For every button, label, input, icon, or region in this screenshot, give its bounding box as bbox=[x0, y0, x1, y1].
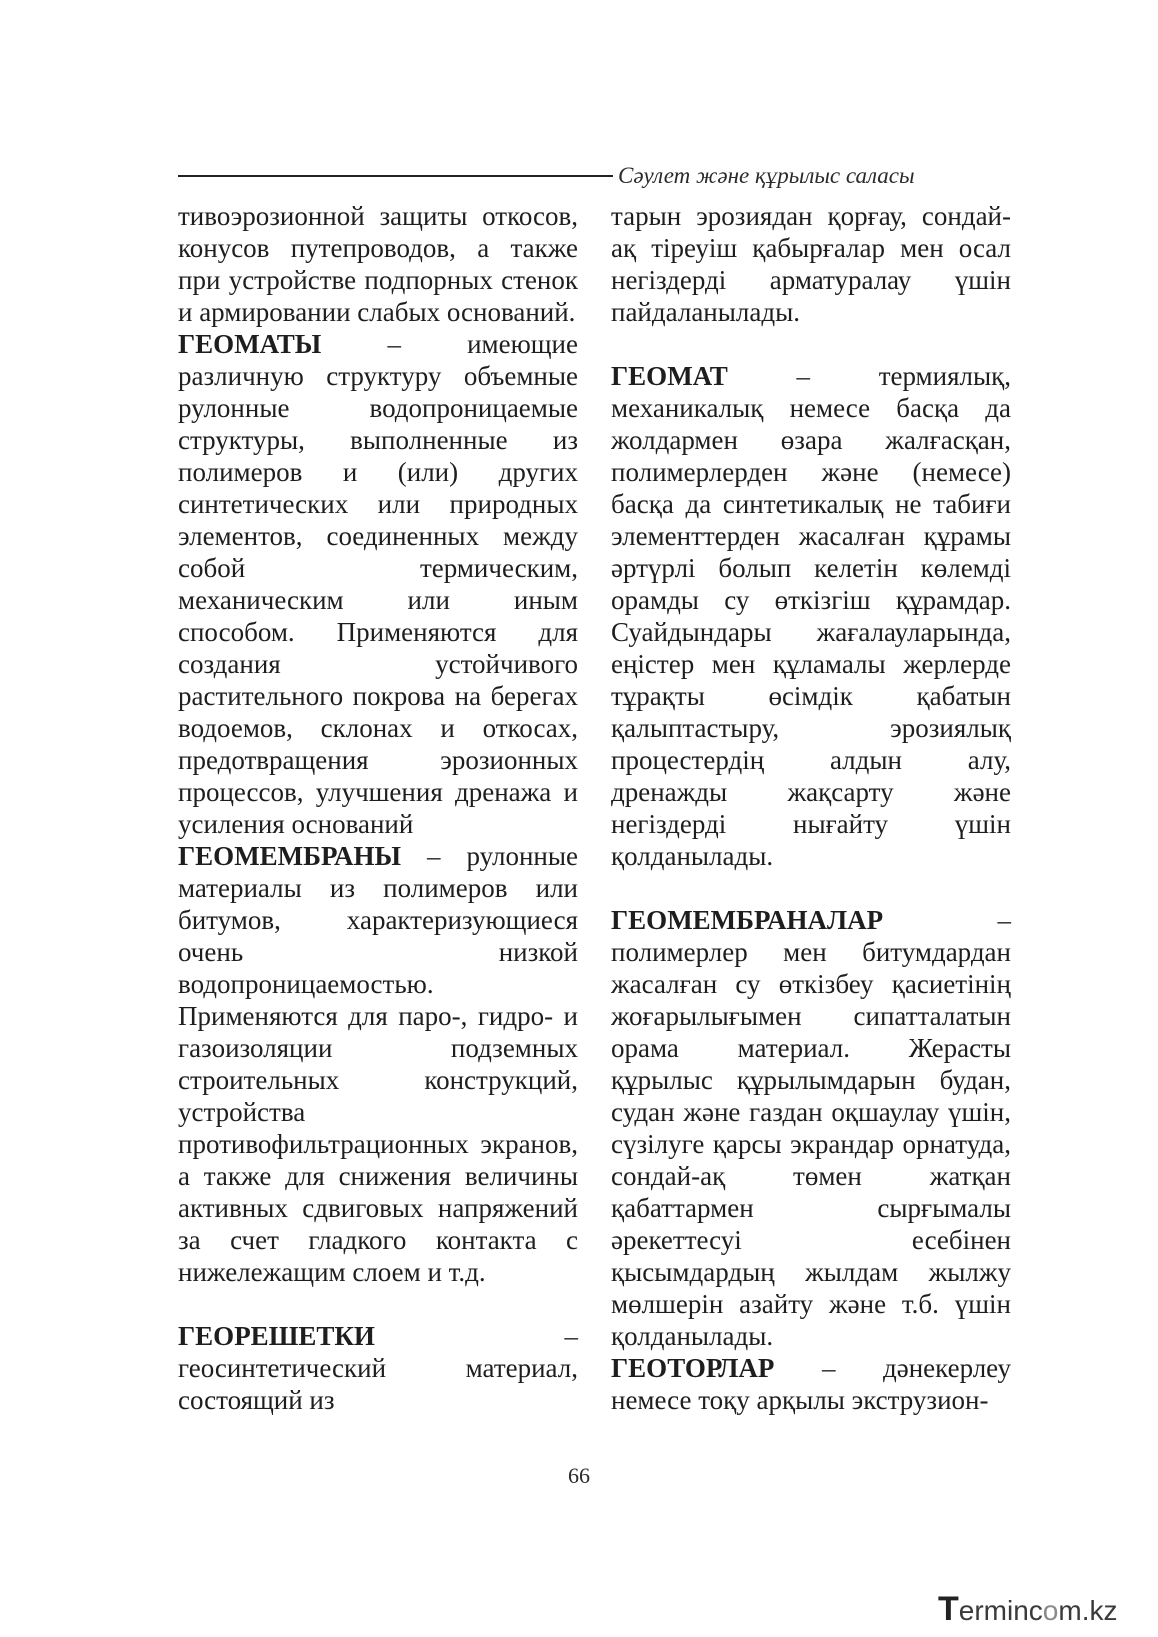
right-column bbox=[611, 200, 1011, 1416]
right-continuation-text: тарын эрозиядан қорғау, сондай-ақ тіреуіш қабырғалар мен осал негіздерді арматуралау үшін пайдаланылады. bbox=[611, 201, 1011, 327]
entry-geomembranalar bbox=[611, 904, 1011, 1352]
page-number: 66 bbox=[568, 1463, 590, 1488]
entry-geomembrany bbox=[178, 840, 578, 1288]
term-definition: – имеющие различную структуру объемные рулонные водопроницаемые структуры, выполненные из полимеров и (или) других синтетических или природных элементов, соединенных между собой термическим, механическим или иным способом. Применяются для создания устойчивого растительного покрова на берегах водоемов, склонах и откосах, предотвращения эрозионных процессов, улучшения дренажа и усиления оснований bbox=[178, 329, 578, 839]
term-definition: – геосинтетический материал, состоящий из bbox=[178, 1321, 578, 1415]
term-definition: – термиялық, механикалық немесе басқа да жолдармен өзара жалғасқан, полимерлерден және (немесе) басқа да синтетикалық не табиғи элементтерден жасалған құрамы әртүрлі болып келетін көлемді орамды су өткізгіш құрамдар. Суайдындары жағалауларында, еңістер мен құламалы жерлерде тұрақты өсімдік қабатын қалыптастыру, эрозиялық процестердің алдын алу, дренажды жақсарту және негіздерді нығайту үшін қолданылады. bbox=[611, 361, 1011, 871]
term-heading: ГЕОМАТ bbox=[611, 361, 728, 391]
entry-geomat bbox=[611, 360, 1011, 872]
entry-georeshetki bbox=[178, 1320, 578, 1416]
entry-geomaty bbox=[178, 328, 578, 840]
term-heading: ГЕОТОРЛАР bbox=[611, 1353, 775, 1383]
term-heading: ГЕОМАТЫ bbox=[178, 329, 322, 359]
header-rule bbox=[178, 175, 613, 177]
term-heading: ГЕОМЕМБРАНЫ bbox=[178, 841, 402, 871]
left-column bbox=[178, 200, 578, 1416]
termincom-watermark-logo: Termincom.kz bbox=[938, 1590, 1118, 1628]
running-header: Сәулет және құрылыс саласы bbox=[618, 163, 915, 188]
left-continuation-text: тивоэрозионной защиты откосов, конусов путепроводов, а также при устройстве подпорных стенок и армировании слабых оснований. bbox=[178, 201, 578, 327]
term-heading: ГЕОРЕШЕТКИ bbox=[178, 1321, 375, 1351]
term-definition: – рулонные материалы из полимеров или битумов, характеризующиеся очень низкой водопроницаемостью. Применяются для паро-, гидро- и газоизоляции подземных строительных конструкций, устройства противофильтрационных экранов, а также для снижения величины активных сдвиговых напряжений за счет гладкого контакта с нижележащим слоем и т.д. bbox=[178, 841, 578, 1287]
term-heading: ГЕОМЕМБРАНАЛАР bbox=[611, 905, 884, 935]
term-definition: – полимерлер мен битумдардан жасалған су өткізбеу қасиетінің жоғарылығымен сипатталатын орама материал. Жерасты құрылыс құрылымдарын будан, судан және газдан оқшаулау үшін, сүзілуге қарсы экрандар орнатуда, сондай-ақ төмен жатқан қабаттармен сырғымалы әрекеттесуі есебінен қысымдардың жылдам жылжу мөлшерін азайту және т.б. үшін қолданылады. bbox=[611, 905, 1011, 1351]
term-definition: – дәнекерлеу немесе тоқу арқылы экструзион- bbox=[611, 1353, 1011, 1415]
entry-geotorlar bbox=[611, 1352, 1011, 1416]
